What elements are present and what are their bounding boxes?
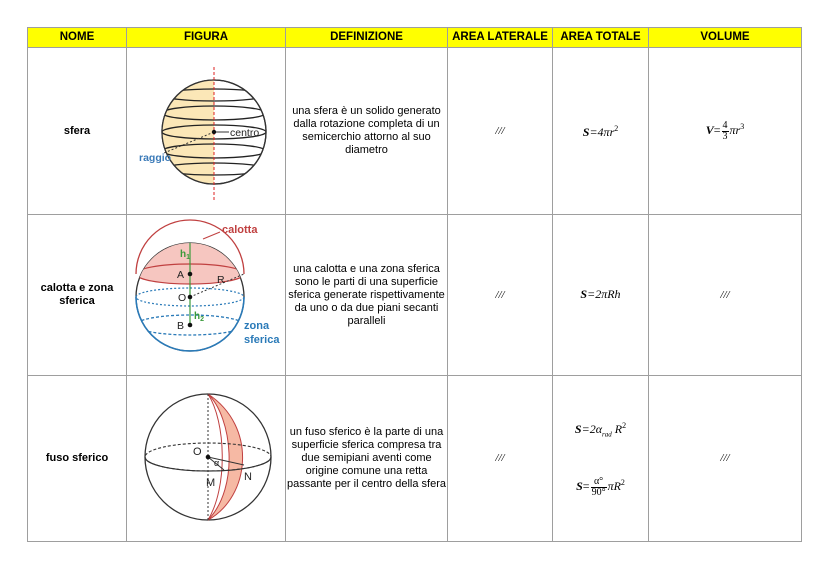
header-figura: FIGURA [127,28,286,48]
volume: /// [649,376,802,542]
area-laterale: /// [448,48,553,215]
definition: una sfera è un solido generato dalla rotazione completa di un semicerchio attorno al suo diametro [286,48,448,215]
row-calotta [28,215,802,376]
label-M: M [205,476,215,489]
header-definizione: DEFINIZIONE [286,28,448,48]
formula-calotta-area: S=2πRh [580,287,621,301]
row-fuso [28,376,802,542]
label-zona: zona [243,320,269,332]
label-A: A [176,269,184,281]
area-totale [553,215,649,376]
formula-sfera-volume: V= $\frac{4}{3}$ $\pi r^3$ [705,119,745,142]
area-laterale: /// [448,376,553,542]
formula-fuso-area-rad: $S=2\alpha_{rad}$ $R^2$ [574,421,627,439]
definition: una calotta e una zona sferica sono le parti di una superficie sferica generate rispettivamente da uno o da due piani secanti paralleli [286,215,448,376]
label-sferica: sferica [243,334,279,346]
calotta-figure [128,215,285,371]
header-nome: NOME [28,28,127,48]
label-B: B [176,320,184,332]
svg-text:h2: $h_2$ [193,311,204,323]
geometry-table [27,27,802,542]
row-name: fuso sferico [28,376,127,542]
row-name: sfera [28,48,127,215]
header-volume: VOLUME [649,28,802,48]
label-O: O [177,292,186,304]
label-centro: centro [229,127,259,139]
definition: un fuso sferico è la parte di una superficie sferica compresa tra due semipiani aventi come origine comune una retta passante per il centro della sfera [286,376,448,542]
row-sfera [28,48,802,215]
area-laterale: /// [448,215,553,376]
label-alpha: α [213,457,219,468]
header-row [28,28,802,48]
label-raggio: raggio [138,152,171,164]
figure-cell [127,215,286,376]
fuso-figure [128,377,285,537]
label-calotta: calotta [221,224,257,236]
header-area-totale: AREA TOTALE [553,28,649,48]
formula-fuso-area-deg: S= $\frac{\alpha^\circ}{90^\circ}$ $\pi R^2$ [576,475,625,498]
header-area-laterale: AREA LATERALE [448,28,553,48]
volume: /// [649,215,802,376]
formula-sfera-area: $S=4\pi r^2$ [582,124,619,139]
label-O: O [192,445,202,458]
figure-cell [127,376,286,542]
area-totale [553,48,649,215]
volume [649,48,802,215]
label-N: N [243,470,252,483]
sphere-figure [128,49,285,209]
row-name: calotta e zona sferica [28,215,127,376]
svg-text:h1: $h_1$ [179,249,190,261]
label-R: R [216,274,225,286]
figure-cell [127,48,286,215]
area-totale [553,376,649,542]
